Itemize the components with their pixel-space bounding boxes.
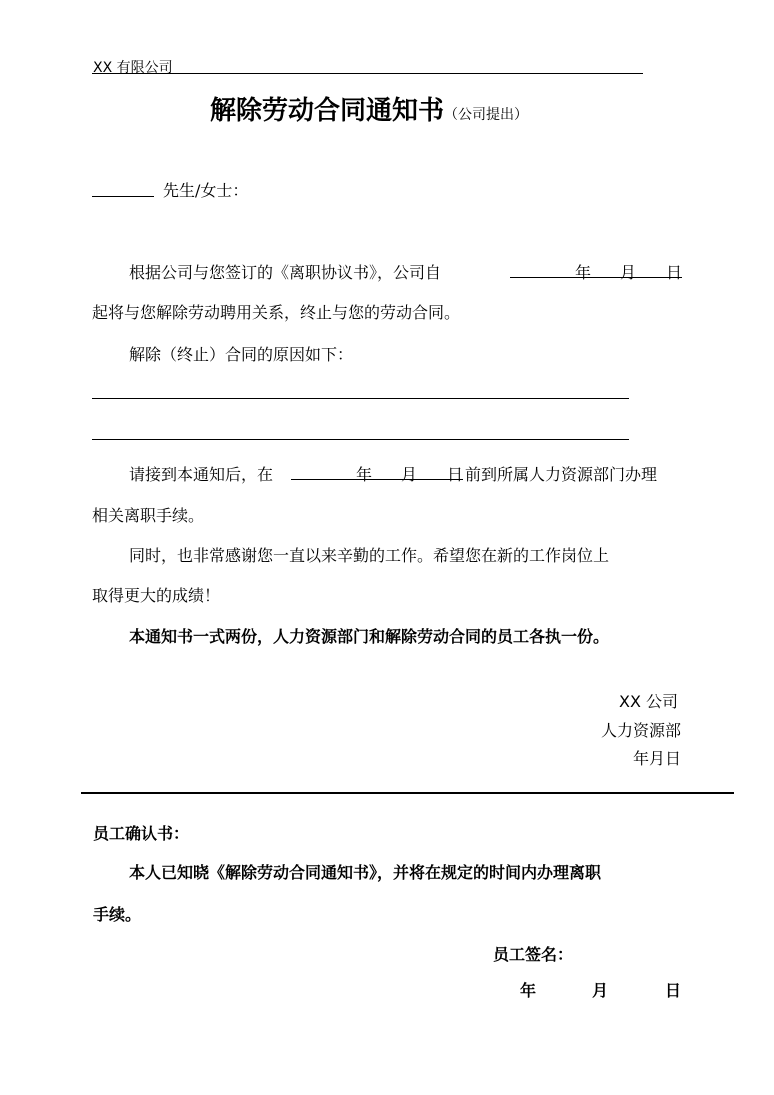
company-header: XX 有限公司 [93,60,173,76]
date1-underline[interactable] [510,277,682,278]
para2-suffix: 前到所属人力资源部门办理 [465,465,658,484]
date2-underline[interactable] [291,479,463,480]
date2-year: 年 [356,465,373,484]
confirm-date-day: 日 [665,981,682,1000]
reason-line-1[interactable] [92,398,629,399]
page-title-block [210,90,528,127]
confirmation-line2: 手续。 [93,905,142,924]
para2-prefix: 请接到本通知后，在 [129,465,274,484]
page-title: 解除劳动合同通知书 [210,96,445,126]
confirm-date-month: 月 [592,981,609,1000]
reason-line-2[interactable] [92,439,629,440]
signature-department: 人力资源部 [600,721,681,740]
signature-date: 年月日 [632,749,681,768]
reason-label: 解除（终止）合同的原因如下： [129,345,354,364]
para1-line1: 根据公司与您签订的《离职协议书》，公司自 [129,263,442,282]
header-rule [92,73,643,74]
para3-line1: 同时，也非常感谢您一直以来辛勤的工作。希望您在新的工作岗位上 [129,546,610,565]
para4: 本通知书一式两份，人力资源部门和解除劳动合同的员工各执一份。 [129,627,610,646]
date2-day: 日 [447,465,464,484]
date1-year: 年 [575,263,592,282]
date1-month: 月 [620,263,637,282]
date1-day: 日 [666,263,683,282]
date2-month: 月 [401,465,418,484]
section-divider [81,792,734,794]
para3-line2: 取得更大的成绩！ [92,586,221,605]
para1-line2: 起将与您解除劳动聘用关系，终止与您的劳动合同。 [92,303,461,322]
employee-sign-label: 员工签名： [493,945,574,964]
confirmation-line1: 本人已知晓《解除劳动合同通知书》，并将在规定的时间内办理离职 [129,863,602,882]
salutation: 先生/女士： [163,181,249,200]
name-blank[interactable] [92,178,154,197]
confirmation-heading: 员工确认书： [93,824,190,843]
para2-line2: 相关离职手续。 [92,506,205,525]
page-subtitle: （公司提出） [444,107,529,123]
signature-company: XX 公司 [618,692,678,711]
confirm-date-year: 年 [520,981,537,1000]
